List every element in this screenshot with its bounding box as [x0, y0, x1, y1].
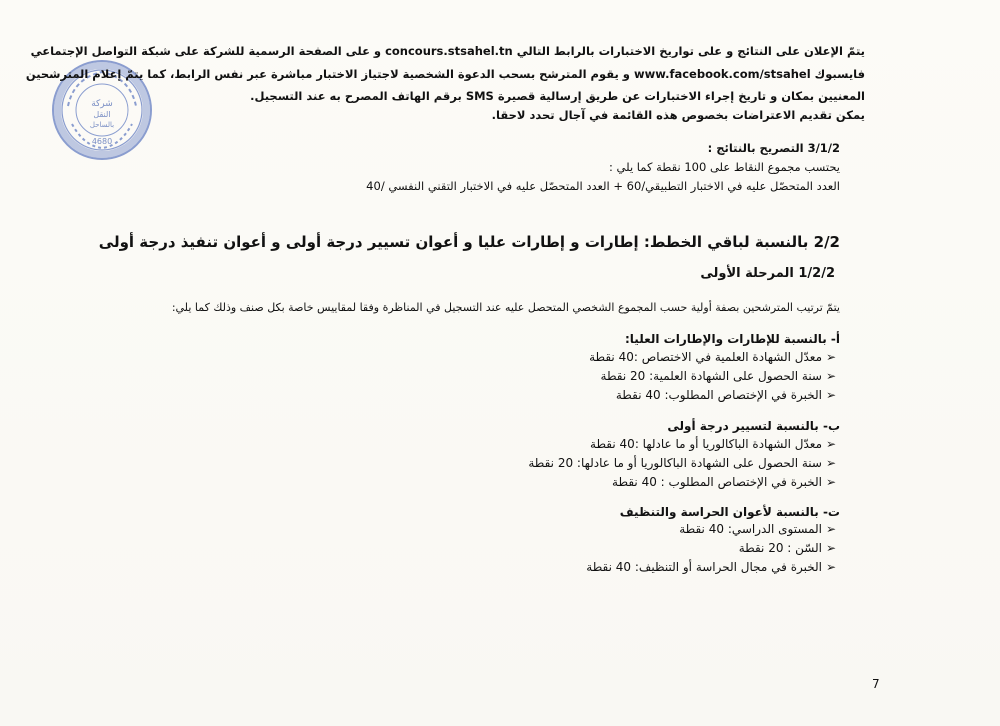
list-item-text: سنة الحصول على الشهادة العلمية: 20 نقطة: [600, 369, 822, 383]
list-item: [616, 388, 840, 402]
phase-heading: 1/2/2 المرحلة الأولى: [700, 266, 835, 281]
section-intro: يتمّ ترتيب المترشحين بصفة أولية حسب المجموع الشخصي المتحصل عليه عند التسجيل في المناظرة وفقا لمقاييس خاصة بكل صنف وذلك كما يلي:: [171, 301, 840, 314]
svg-text:النقل: النقل: [93, 110, 111, 119]
bullet-arrow-icon: ➢: [825, 437, 837, 451]
list-item: [679, 522, 840, 536]
bullet-arrow-icon: ➢: [825, 541, 837, 555]
list-item-text: معدّل الشهادة العلمية في الاختصاص :40 نقطة: [589, 350, 822, 364]
bullet-arrow-icon: ➢: [825, 560, 837, 574]
results-line-2: العدد المتحصّل عليه في الاختبار التطبيقي/60 + العدد المتحصّل عليه في الاختبار التقني النفسي /40: [366, 179, 840, 193]
bullet-arrow-icon: ➢: [825, 522, 837, 536]
bullet-arrow-icon: ➢: [825, 456, 837, 470]
list-item-text: معدّل الشهادة الباكالوريا أو ما عادلها :40 نقطة: [590, 437, 822, 451]
list-item: [589, 350, 840, 364]
list-item-text: المستوى الدراسي: 40 نقطة: [679, 522, 822, 536]
bullet-arrow-icon: ➢: [825, 388, 837, 402]
announcement-line-4: يمكن تقديم الاعتراضات بخصوص هذه القائمة في آجال تحدد لاحقا.: [491, 108, 865, 122]
bullet-arrow-icon: ➢: [825, 475, 837, 489]
page-number: 7: [872, 677, 880, 691]
announcement-line-3: المعنيين بمكان و تاريخ إجراء الاختبارات عن طريق إرسالية قصيرة SMS برقم الهاتف المصرح به عند التسجيل.: [250, 89, 865, 103]
list-item-text: سنة الحصول على الشهادة الباكالوريا أو ما عادلها: 20 نقطة: [528, 456, 822, 470]
category-title: أ- بالنسبة للإطارات والإطارات العليا:: [624, 332, 840, 346]
list-item-text: الخبرة في الإختصاص المطلوب : 40 نقطة: [612, 475, 822, 489]
category-title: ت- بالنسبة لأعوان الحراسة والتنظيف: [619, 505, 840, 519]
list-item: [601, 369, 840, 383]
announcement-line-1: يتمّ الإعلان على النتائج و على تواريخ الاختبارات بالرابط التالي concours.stsahel.tn و على الصفحة الرسمية للشركة على شبكة التواصل الإجتماعي: [30, 44, 865, 58]
bullet-arrow-icon: ➢: [825, 350, 837, 364]
announcement-line-2: فايسبوك www.facebook.com/stsahel و يقوم المترشح بسحب الدعوة الشخصية لاجتياز الاختبار مباشرة عبر نفس الرابط، كما يتمّ إعلام المترشحين: [25, 67, 865, 81]
list-item: [612, 475, 840, 489]
results-heading: 3/1/2 التصريح بالنتائج :: [707, 141, 840, 155]
section-heading: 2/2 بالنسبة لباقي الخطط: إطارات و إطارات عليا و أعوان تسيير درجة أولى و أعوان تنفيذ درجة أولى: [98, 233, 840, 251]
list-item-text: الخبرة في الإختصاص المطلوب: 40 نقطة: [615, 388, 822, 402]
list-item-text: الخبرة في مجال الحراسة أو التنظيف: 40 نقطة: [586, 560, 822, 574]
bullet-arrow-icon: ➢: [825, 369, 837, 383]
list-item-text: السّن : 20 نقطة: [738, 541, 822, 555]
svg-text:شركة: شركة: [91, 99, 113, 109]
results-line-1: يحتسب مجموع النقاط على 100 نقطة كما يلي :: [609, 160, 840, 174]
list-item: [739, 541, 840, 555]
list-item: [590, 437, 840, 451]
svg-text:بالساحل: بالساحل: [89, 121, 115, 129]
list-item: [586, 560, 840, 574]
list-item: [528, 456, 840, 470]
svg-text:4680: 4680: [91, 137, 113, 146]
category-title: ب- بالنسبة لتسيير درجة أولى: [667, 419, 840, 433]
